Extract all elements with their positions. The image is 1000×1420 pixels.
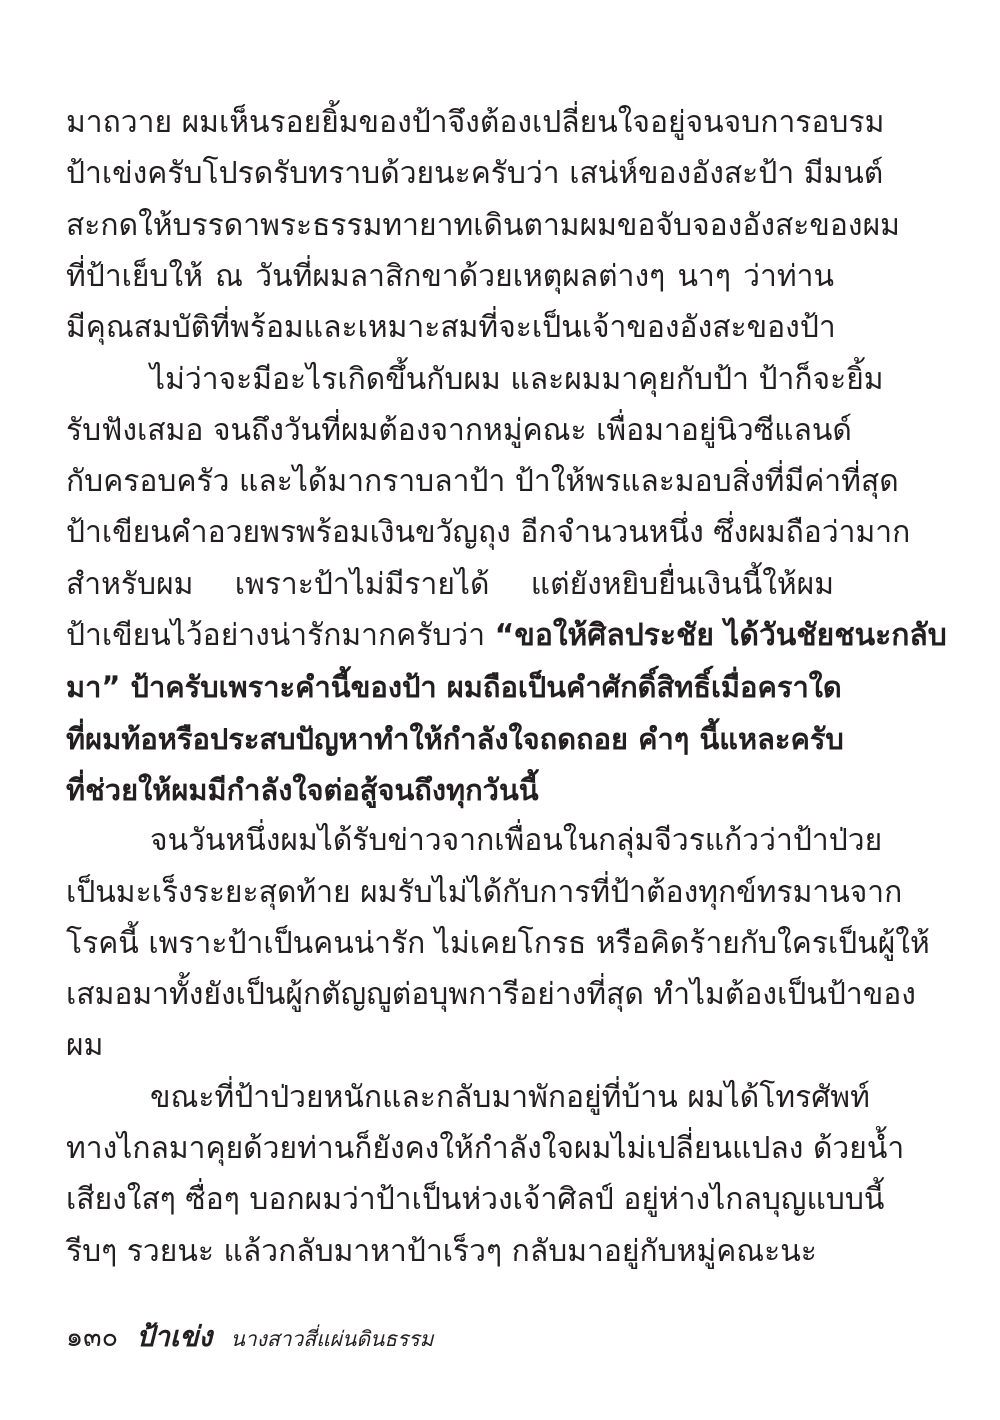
text-line: ทางไกลมาคุยด้วยท่านก็ยังคงให้กำลังใจผมไม่เปลี่ยนแปลง ด้วยน้ำ xyxy=(66,1131,905,1166)
text-line: มา” ป้าครับเพราะคำนี้ของป้า ผมถือเป็นคำศักดิ์สิทธิ์เมื่อคราใด xyxy=(66,670,842,704)
text-line: เป็นมะเร็งระยะสุดท้าย ผมรับไม่ได้กับการที่ป้าต้องทุกข์ทรมานจาก xyxy=(66,875,903,910)
page-number: ๑๓๐ xyxy=(66,1322,119,1353)
book-title: ป้าเข่ง xyxy=(136,1320,213,1353)
text-line: มาถวาย ผมเห็นรอยยิ้มของป้าจึงต้องเปลี่ยนใจอยู่จนจบการอบรม xyxy=(66,105,885,140)
text-line: จนวันหนึ่งผมได้รับข่าวจากเพื่อนในกลุ่มจีวรแก้วว่าป้าป่วย xyxy=(150,823,883,858)
text-line: ป้าเขียนคำอวยพรพร้อมเงินขวัญถุง อีกจำนวนหนึ่ง ซึ่งผมถือว่ามาก xyxy=(66,515,911,550)
text-line: รับฟังเสมอ จนถึงวันที่ผมต้องจากหมู่คณะ เพื่อมาอยู่นิวซีแลนด์ xyxy=(66,413,852,448)
text-line: ผม xyxy=(66,1028,104,1063)
book-subtitle: นางสาวสี่แผ่นดินธรรม xyxy=(230,1327,434,1351)
text-line: ที่ผมท้อหรือประสบปัญหาทำให้กำลังใจถดถอย คำๆ นี้แหละครับ xyxy=(66,722,844,756)
text-line: เสียงใสๆ ซื่อๆ บอกผมว่าป้าเป็นห่วงเจ้าศิลป์ อยู่ห่างไกลบุญแบบนี้ xyxy=(66,1182,885,1217)
text-line: รีบๆ รวยนะ แล้วกลับมาหาป้าเร็วๆ กลับมาอยู่กับหมู่คณะนะ xyxy=(66,1234,817,1269)
page-footer xyxy=(66,1315,434,1359)
text-line: สะกดให้บรรดาพระธรรมทายาทเดินตามผมขอจับจองอังสะของผม xyxy=(66,208,900,243)
text-line: กับครอบครัว และได้มากราบลาป้า ป้าให้พรและมอบสิ่งที่มีค่าที่สุด xyxy=(66,464,899,499)
text-span-normal: ป้าเขียนไว้อย่างน่ารักมากครับว่า xyxy=(66,618,495,653)
text-line: มีคุณสมบัติที่พร้อมและเหมาะสมที่จะเป็นเจ้าของอังสะของป้า xyxy=(66,310,836,345)
text-line: ไม่ว่าจะมีอะไรเกิดขึ้นกับผม และผมมาคุยกับป้า ป้าก็จะยิ้ม xyxy=(150,362,884,397)
text-line: ที่ป้าเย็บให้ ณ วันที่ผมลาสิกขาด้วยเหตุผลต่างๆ นาๆ ว่าท่าน xyxy=(66,259,834,294)
text-line-mixed xyxy=(66,613,947,659)
text-span-bold-quote: “ขอให้ศิลประชัย ได้วันชัยชนะกลับ xyxy=(494,618,947,653)
text-line: เสมอมาทั้งยังเป็นผู้กตัญญูต่อบุพการีอย่างที่สุด ทำไมต้องเป็นป้าของ xyxy=(66,977,916,1012)
text-line: ที่ช่วยให้ผมมีกำลังใจต่อสู้จนถึงทุกวันนี้ xyxy=(66,773,539,807)
text-line: ขณะที่ป้าป่วยหนักและกลับมาพักอยู่ที่บ้าน ผมได้โทรศัพท์ xyxy=(150,1080,870,1115)
text-line: โรคนี้ เพราะป้าเป็นคนน่ารัก ไม่เคยโกรธ หรือคิดร้ายกับใครเป็นผู้ให้ xyxy=(66,926,930,961)
text-line: ป้าเข่งครับโปรดรับทราบด้วยนะครับว่า เสน่ห์ของอังสะป้า มีมนต์ xyxy=(66,156,884,191)
text-line: สำหรับผม เพราะป้าไม่มีรายได้ แต่ยังหยิบยื่นเงินนี้ให้ผม xyxy=(66,567,834,602)
